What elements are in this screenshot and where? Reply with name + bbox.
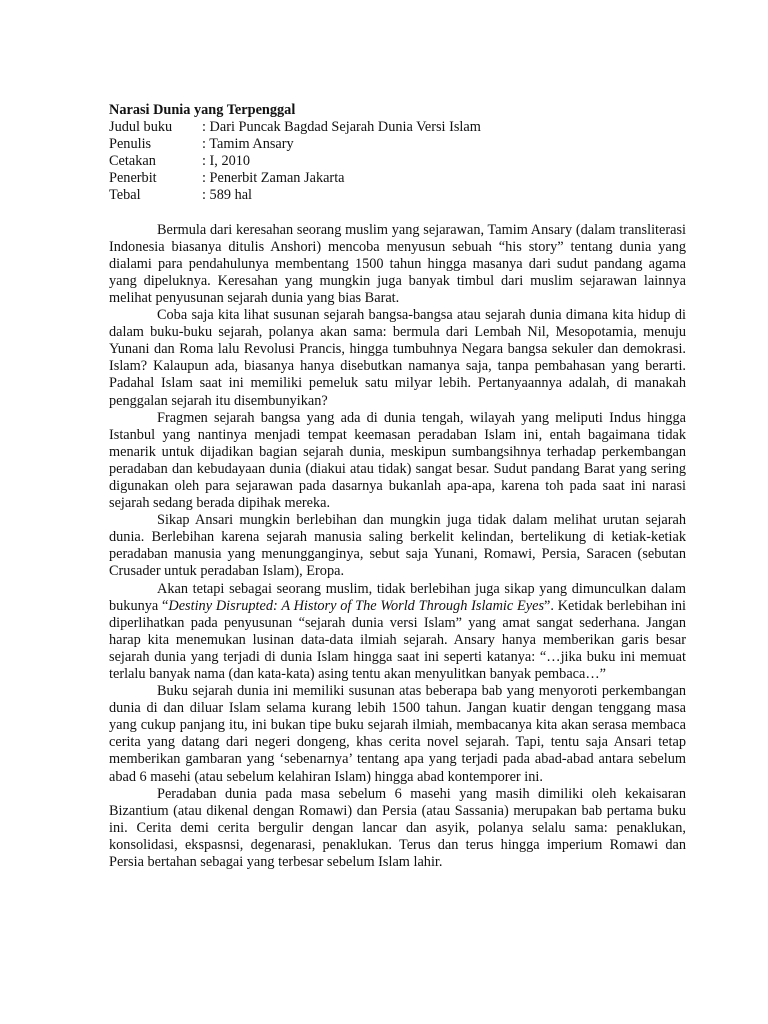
paragraph bbox=[109, 581, 686, 684]
meta-label: Judul buku bbox=[109, 119, 173, 136]
paragraph: Sikap Ansari mungkin berlebihan dan mungkin juga tidak dalam melihat urutan sejarah dunia. Berlebihan karena sejarah manusia saling berkelit kelindan, bertelikung di ketiak-ketiak peradaban manusia yang menungganginya, sebut saja Yunani, Romawi, Persia, Saracen (sebutan Crusader untuk peradaban Islam), Eropa. bbox=[109, 512, 686, 580]
meta-row-pages bbox=[109, 187, 686, 204]
meta-label: Penulis bbox=[109, 136, 152, 153]
paragraph: Buku sejarah dunia ini memiliki susunan atas beberapa bab yang menyoroti perkembangan dunia di dan diluar Islam selama kurang lebih 1500 tahun. Jangan kuatir dengan tenggang masa yang cukup panjang itu, ini bukan tipe buku sejarah ilmiah, membacanya kita akan serasa membaca cerita yang datang dari negeri dongeng, khas cerita novel sejarah. Tapi, tentu saja Ansari tetap memberikan gambaran yang ‘sebenarnya’ tentang apa yang terjadi pada abad-abad antara sebelum abad 6 masehi (atau sebelum kelahiran Islam) hingga abad kontemporer ini. bbox=[109, 683, 686, 785]
paragraph: Peradaban dunia pada masa sebelum 6 masehi yang masih dimiliki oleh kekaisaran Bizantium (atau dikenal dengan Romawi) dan Persia (atau Sassania) merupakan bab pertama buku ini. Cerita demi cerita bergulir dengan lancar dan asyik, polanya selalu sama: penaklukan, konsolidasi, ekspasnsi, degenarasi, penaklukan. Terus dan terus hingga imperium Romawi dan Persia bertahan sebagai yang terbesar sebelum Islam lahir. bbox=[109, 785, 686, 871]
meta-label: Tebal bbox=[109, 187, 141, 204]
book-metadata bbox=[109, 119, 686, 204]
paragraph: Coba saja kita lihat susunan sejarah bangsa-bangsa atau sejarah dunia dimana kita hidup di dalam buku-buku sejarah, polanya akan sama: bermula dari Lembah Nil, Mesopotamia, menuju Yunani dan Roma lalu Revolusi Prancis, hingga tumbuhnya Negara bangsa sekuler dan demokrasi. Islam? Kalaupun ada, biasanya hanya disebutkan namanya saja, tanpa pembahasan yang berarti. Padahal Islam saat ini memiliki pemeluk satu milyar lebih. Pertanyaannya adalah, di manakah penggalan sejarah itu disembunyikan? bbox=[109, 307, 686, 409]
meta-row-author bbox=[109, 136, 686, 153]
meta-row-publisher bbox=[109, 170, 686, 187]
meta-value: : 589 hal bbox=[202, 187, 253, 204]
paragraph-text: Akan tetapi sebagai seorang muslim, tidak berlebihan juga sikap yang dimunculkan dalam bukunya “ bbox=[109, 580, 686, 614]
meta-value: : Dari Puncak Bagdad Sejarah Dunia Versi Islam bbox=[202, 119, 481, 136]
meta-row-edition bbox=[109, 153, 686, 170]
paragraph: Fragmen sejarah bangsa yang ada di dunia tengah, wilayah yang meliputi Indus hingga Istanbul yang nantinya menjadi tempat keemasan peradaban Islam ini, entah bagaimana tidak menarik untuk dijadikan bagian sejarah dunia, meskipun sumbangsihnya terhadap perkembangan peradaban dan kebudayaan dunia (diakui atau tidak) sangat besar. Sudut pandang Barat yang sering digunakan oleh para sejarawan pada dasarnya bukanlah apa-apa, karena toh pada saat ini narasi sejarah sedang berada dipihak mereka. bbox=[109, 409, 686, 512]
meta-label: Penerbit bbox=[109, 170, 157, 187]
paragraph: Bermula dari keresahan seorang muslim yang sejarawan, Tamim Ansary (dalam transliterasi Indonesia biasanya ditulis Anshori) mencoba menyusun sebuah “his story” tentang dunia yang dialami para pendahulunya membentang 1500 tahun hingga masanya dari sudut pandang agama yang dipeluknya. Keresahan yang mungkin juga banyak timbul dari muslim sejarawan lainnya melihat penyusunan sejarah dunia yang bias Barat. bbox=[109, 221, 686, 306]
meta-label: Cetakan bbox=[109, 153, 156, 170]
document-title: Narasi Dunia yang Terpenggal bbox=[109, 102, 296, 118]
document-body bbox=[109, 102, 686, 871]
paragraph-text: ”. Ketidak berlebihan ini diperlihatkan pada penyusunan “sejarah dunia versi Islam” yang amat sangat sederhana. Jangan harap kita menemukan lusinan data-data ilmiah sejarah. Ansary hanya memberikan garis besar sejarah dunia yang terjadi di dunia Islam hingga saat ini seperti katanya: “…jika buku ini memuat terlalu banyak nama (dan kata-kata) asing tentu akan menyulitkan banyak pembaca…” bbox=[109, 597, 686, 682]
meta-value: : Tamim Ansary bbox=[202, 136, 294, 153]
meta-value: : Penerbit Zaman Jakarta bbox=[202, 170, 345, 187]
meta-row-title bbox=[109, 119, 686, 136]
book-title-emphasis: Destiny Disrupted: A History of The World Through Islamic Eyes bbox=[168, 597, 545, 614]
meta-value: : I, 2010 bbox=[202, 153, 251, 170]
